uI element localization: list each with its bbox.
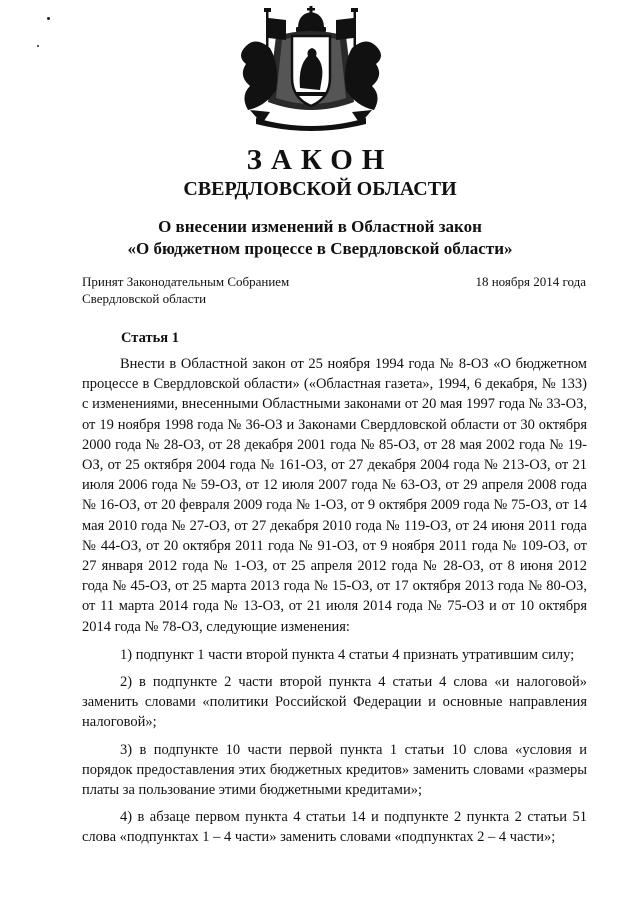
adoption-line: Принят Законодательным Собранием (82, 274, 290, 289)
subject-line: «О бюджетном процессе в Свердловской области» (127, 239, 513, 258)
griffin-right-icon (345, 41, 381, 124)
article-paragraph: 1) подпункт 1 части второй пункта 4 статьи 4 признать утратившим силу; (120, 646, 575, 663)
adoption-line: Свердловской области (82, 291, 207, 306)
adoption-note (82, 273, 289, 307)
article-title: Статья 1 (121, 330, 179, 346)
article-paragraph: 4) в абзаце первом пункта 4 статьи 14 и подпункте 2 пункта 2 статьи 51 слова «подпунктах 1 – 4 части» заменить словами «подпунктах 2 – 4 части»; (82, 809, 587, 846)
griffin-left-icon (241, 41, 277, 124)
article-body (82, 354, 587, 855)
article-paragraph: 3) в подпункте 10 части первой пункта 1 статьи 10 слова «условия и порядок предоставления этих бюджетных кредитов» заменить словами «размеры платы за пользование этими бюджетными кредитами»; (82, 741, 587, 799)
article-paragraph: Внести в Областной закон от 25 ноября 1994 года № 8-ОЗ «О бюджетном процессе в Свердловской области» («Областная газета», 1994, 6 декабря, № 133) с изменениями, внесенными Областными законами от 20 мая 1997 года № 33-ОЗ, от 19 ноября 1998 года № 36-ОЗ и Законами Свердловской области от 30 октября 2000 года № 28-ОЗ, от 28 декабря 2001 года № 85-ОЗ, от 28 мая 2002 года № 19-ОЗ, от 25 октября 2004 года № 161-ОЗ, от 27 декабря 2004 года № 213-ОЗ, от 21 июля 2006 года № 59-ОЗ, от 12 июля 2007 года № 63-ОЗ, от 29 апреля 2008 года № 16-ОЗ, от 20 февраля 2009 года № 1-ОЗ, от 9 октября 2009 года № 75-ОЗ, от 14 мая 2010 года № 27-ОЗ, от 27 декабря 2010 года № 119-ОЗ, от 24 июня 2011 года № 44-ОЗ, от 20 октября 2011 года № 91-ОЗ, от 9 ноября 2011 года № 109-ОЗ, от 27 января 2012 года № 1-ОЗ, от 25 апреля 2012 года № 28-ОЗ, от 8 июня 2012 года № 45-ОЗ, от 25 марта 2013 года № 15-ОЗ, от 17 октября 2013 года № 80-ОЗ, от 11 марта 2014 года № 13-ОЗ, от 21 июля 2014 года № 75-ОЗ и от 10 октября 2014 года № 78-ОЗ, следующие изменения: (82, 356, 587, 635)
subject-line: О внесении изменений в Областной закон (158, 217, 482, 236)
scan-speck (47, 17, 50, 20)
coat-of-arms-emblem (236, 6, 386, 132)
document-type-heading: ЗАКОН (246, 144, 394, 176)
crown-icon (296, 6, 326, 32)
emblem-base (256, 118, 366, 131)
law-subject-title (0, 216, 640, 260)
article-paragraph: 2) в подпункте 2 части второй пункта 4 статьи 4 слова «и налоговой» заменить словами «политики Российской Федерации и основные направления налоговой»; (82, 674, 587, 731)
scan-speck (37, 45, 39, 47)
adoption-date: 18 ноября 2014 года (475, 274, 586, 289)
region-heading: СВЕРДЛОВСКОЙ ОБЛАСТИ (183, 178, 457, 200)
